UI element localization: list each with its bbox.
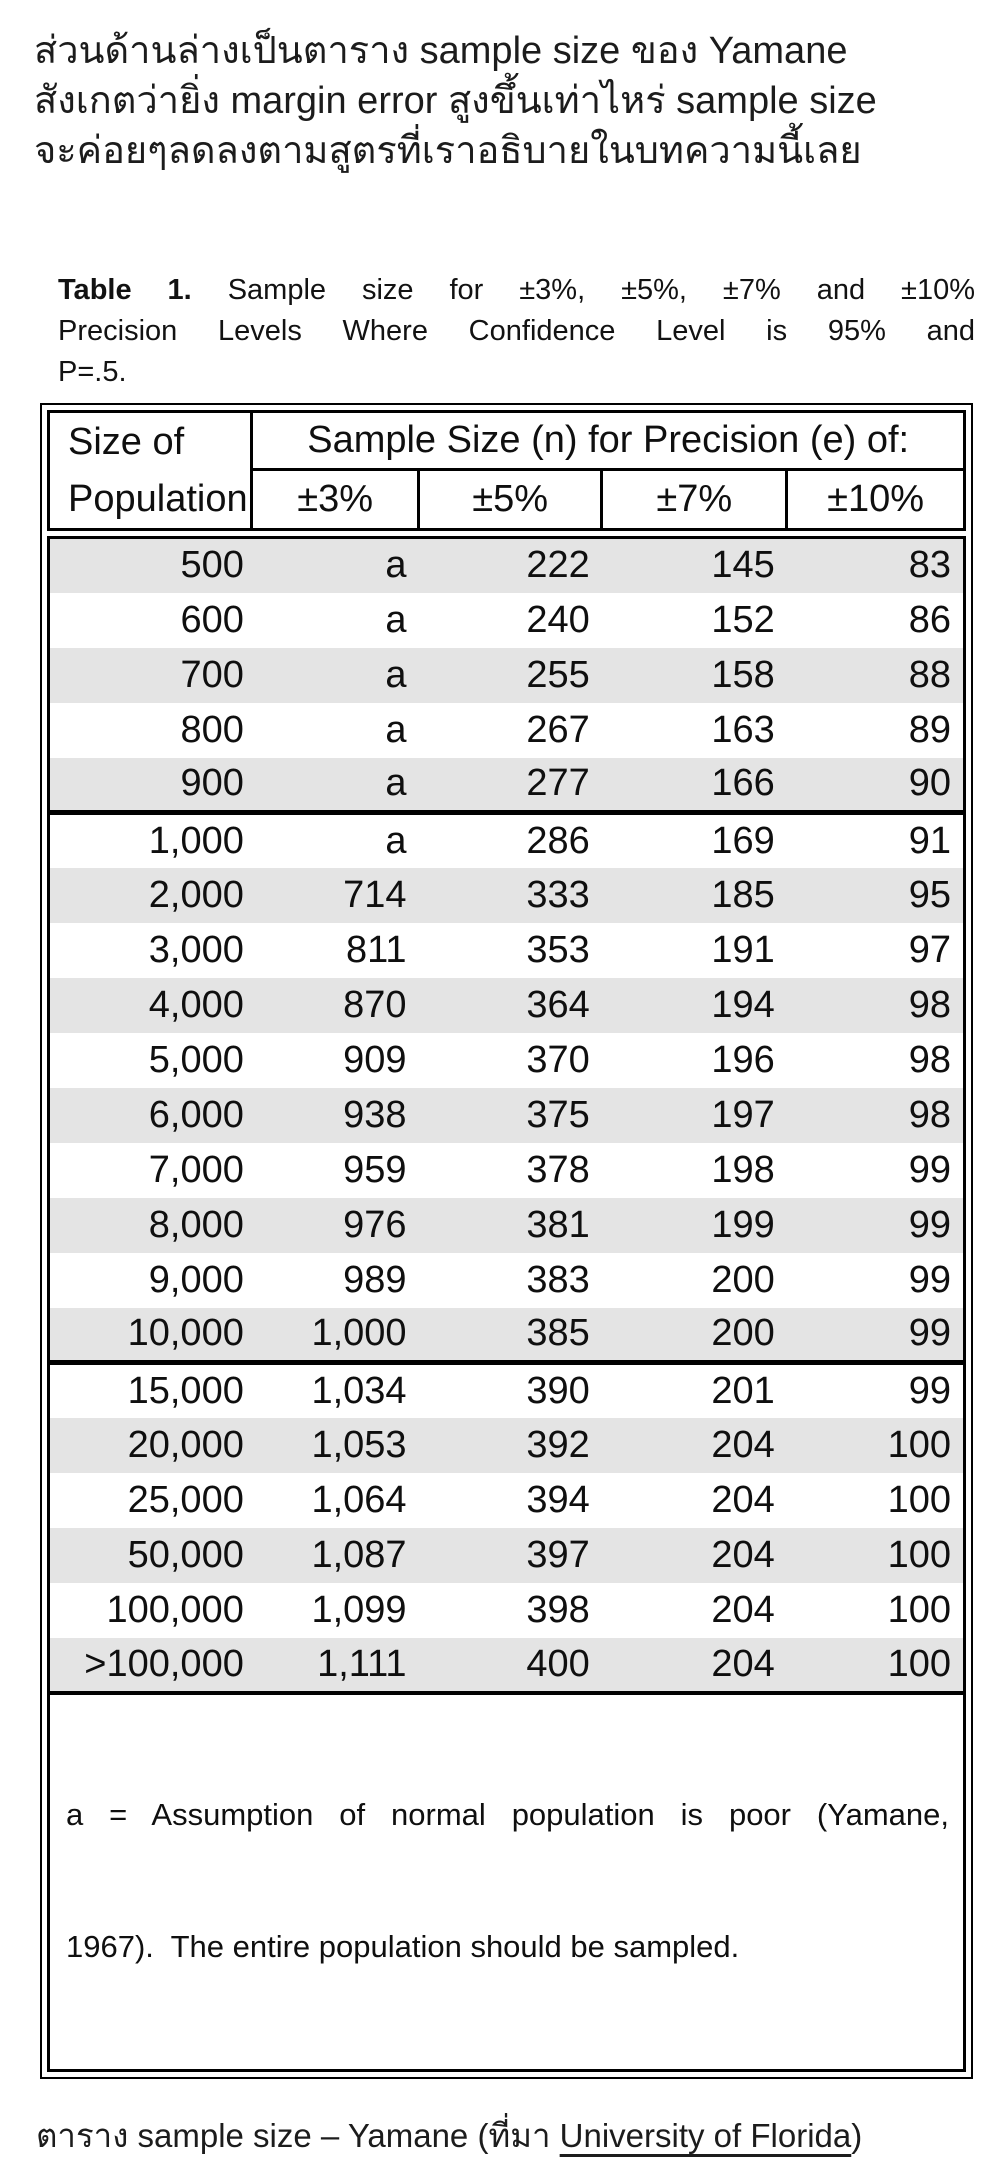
caption-text: ตาราง sample size – Yamane (ที่มา [36,2116,560,2154]
intro-line-1: ส่วนด้านล่างเป็นตาราง sample size ของ Yamane [34,30,848,72]
sample-size-cell: 255 [419,648,602,703]
population-cell: 800 [180,708,244,751]
sample-size-cell: 201 [602,1363,787,1418]
col-header-precision-7: ±7% [602,470,787,530]
table-row [49,1473,965,1528]
table-row [49,1638,965,1693]
col-header-precision-3: ±3% [252,470,419,530]
population-cell: 20,000 [49,1418,252,1473]
sample-size-cell: a [252,538,419,593]
sample-size-cell: 204 [602,1418,787,1473]
sample-size-cell: 353 [526,928,590,971]
sample-size-cell: 100 [887,1478,951,1521]
sample-size-cell: 99 [908,1148,951,1191]
population-cell: 2,000 [49,868,252,923]
sample-size-cell: 394 [526,1478,590,1521]
sample-size-cell: 197 [602,1088,787,1143]
sample-size-cell: 99 [787,1198,965,1253]
sample-size-cell: 95 [787,868,965,923]
sample-size-table-body [47,536,966,2072]
sample-size-cell: 163 [711,708,775,751]
sample-size-cell: 1,087 [252,1528,419,1583]
sample-size-cell: 204 [602,1528,787,1583]
sample-size-cell: 100 [787,1528,965,1583]
table-row [49,868,965,923]
sample-size-cell: 383 [526,1258,590,1301]
sample-size-cell: 240 [526,598,590,641]
sample-size-cell: 989 [343,1258,407,1301]
table-title-line-1 [58,270,975,311]
population-cell: 500 [49,538,252,593]
table-row [49,538,965,593]
sample-size-cell: 385 [419,1308,602,1363]
sample-size-cell: 959 [343,1148,407,1191]
population-cell: 7,000 [148,1148,244,1191]
sample-size-cell: 90 [787,758,965,813]
table-caption [36,2109,979,2162]
sample-size-cell: 390 [419,1363,602,1418]
sample-size-cell: 392 [419,1418,602,1473]
intro-line-3: จะค่อยๆลดลงตามสูตรที่เราอธิบายในบทความนี้เลย [34,130,862,172]
table-row [49,1418,965,1473]
sample-size-cell: 375 [419,1088,602,1143]
sample-size-cell: 100 [787,1418,965,1473]
sample-size-cell: 1,053 [252,1418,419,1473]
col-header-population [49,412,252,530]
sample-size-cell: 714 [252,868,419,923]
sample-size-cell: 91 [787,813,965,868]
sample-size-cell: 1,064 [311,1478,407,1521]
caption-source-link[interactable]: University of Florida [559,2116,852,2154]
population-cell: 3,000 [148,928,244,971]
sample-size-cell: 277 [419,758,602,813]
sample-size-cell: 145 [602,538,787,593]
sample-size-cell: 267 [526,708,590,751]
sample-size-cell: 99 [787,1308,965,1363]
sample-size-cell: 166 [602,758,787,813]
sample-size-cell: 286 [419,813,602,868]
sample-size-cell: 204 [602,1638,787,1693]
sample-size-cell: 196 [711,1038,775,1081]
sample-size-cell: 98 [787,1088,965,1143]
population-cell: 9,000 [148,1258,244,1301]
table-row [49,1308,965,1363]
sample-size-cell: 400 [419,1638,602,1693]
sample-size-cell: 397 [419,1528,602,1583]
sample-size-cell: 333 [419,868,602,923]
sample-size-cell: 1,099 [311,1588,407,1631]
sample-size-cell: 222 [419,538,602,593]
table-title-line-2: Precision Levels Where Confidence Level is 95% and [58,315,975,347]
sample-size-cell: 204 [711,1588,775,1631]
sample-size-table-frame [40,403,973,2079]
sample-size-cell: 99 [787,1363,965,1418]
table-row [49,1253,965,1308]
sample-size-cell: 1,111 [252,1638,419,1693]
population-cell: 700 [49,648,252,703]
sample-size-cell: 191 [711,928,775,971]
table-row [49,923,965,978]
sample-size-cell: 200 [711,1258,775,1301]
intro-line-2: สังเกตว่ายิ่ง margin error สูงขึ้นเท่าไหร่ sample size [34,80,877,122]
table-row [49,1088,965,1143]
sample-size-cell: a [252,813,419,868]
caption-suffix: ) [851,2116,863,2154]
sample-size-table-header [47,410,966,531]
population-cell: 6,000 [49,1088,252,1143]
sample-size-cell: 370 [526,1038,590,1081]
table-row [49,1528,965,1583]
sample-size-cell: 204 [711,1478,775,1521]
sample-size-cell: 100 [887,1588,951,1631]
col-header-precision-5: ±5% [419,470,602,530]
sample-size-cell: 811 [345,928,407,971]
sample-size-cell: 364 [419,978,602,1033]
sample-size-cell: 158 [602,648,787,703]
table-row [49,758,965,813]
table-title-line-3: P=.5. [58,356,127,388]
footnote-line-1: a = Assumption of normal population is poor (Yamane, [66,1796,949,1832]
table-row [49,813,965,868]
sample-size-cell: 86 [908,598,951,641]
col-header-precision-10: ±10% [787,470,965,530]
sample-size-cell: a [252,758,419,813]
sample-size-cell: 909 [343,1038,407,1081]
population-cell: 15,000 [49,1363,252,1418]
sample-size-cell: 100 [787,1638,965,1693]
table-row [49,1583,965,1638]
col-header-population-line-1: Size of [68,420,185,463]
table-number-label: Table 1. [58,274,192,306]
sample-size-cell: 89 [908,708,951,751]
sample-size-cell: 169 [602,813,787,868]
sample-size-cell: 398 [526,1588,590,1631]
sample-size-cell: 1,034 [252,1363,419,1418]
sample-size-cell: 88 [787,648,965,703]
sample-size-cell: 152 [711,598,775,641]
table-row [49,1143,965,1198]
population-cell: 50,000 [49,1528,252,1583]
footnote-line-2: 1967). The entire population should be sampled. [66,1928,740,1964]
sample-size-cell: 200 [602,1308,787,1363]
col-header-population-line-2: Population [68,477,248,520]
table-row [49,648,965,703]
population-cell: 25,000 [127,1478,244,1521]
sample-size-cell: 870 [252,978,419,1033]
sample-size-cell: 378 [526,1148,590,1191]
sample-size-cell: 99 [908,1258,951,1301]
population-cell: 100,000 [106,1588,244,1631]
sample-size-cell: a [385,598,407,641]
table-title [58,270,975,393]
sample-size-cell: 976 [252,1198,419,1253]
sample-size-cell: 199 [602,1198,787,1253]
table-row [49,978,965,1033]
sample-size-cell: 198 [711,1148,775,1191]
population-cell: 5,000 [148,1038,244,1081]
sample-size-cell: 97 [908,928,951,971]
sample-size-cell: 938 [252,1088,419,1143]
sample-size-cell: 381 [419,1198,602,1253]
table-row [49,593,965,648]
population-cell: 10,000 [49,1308,252,1363]
sample-size-cell: 98 [787,978,965,1033]
sample-size-cell: 83 [787,538,965,593]
table-row [49,1033,965,1088]
table-row [49,1198,965,1253]
sample-size-cell: a [385,708,407,751]
sample-size-cell: 98 [908,1038,951,1081]
intro-paragraph [0,0,999,176]
population-cell: 4,000 [49,978,252,1033]
sample-size-cell: 185 [602,868,787,923]
sample-size-cell: 1,000 [252,1308,419,1363]
population-cell: 600 [180,598,244,641]
table-footnote [49,1693,965,2071]
population-cell: 900 [49,758,252,813]
population-cell: >100,000 [49,1638,252,1693]
table-title-line-1-text: Sample size for ±3%, ±5%, ±7% and ±10% [227,274,976,306]
table-row [49,703,965,758]
sample-size-cell: 194 [602,978,787,1033]
population-cell: 1,000 [49,813,252,868]
col-header-sample-size-span: Sample Size (n) for Precision (e) of: [252,412,965,470]
population-cell: 8,000 [49,1198,252,1253]
sample-size-cell: a [252,648,419,703]
table-row [49,1363,965,1418]
